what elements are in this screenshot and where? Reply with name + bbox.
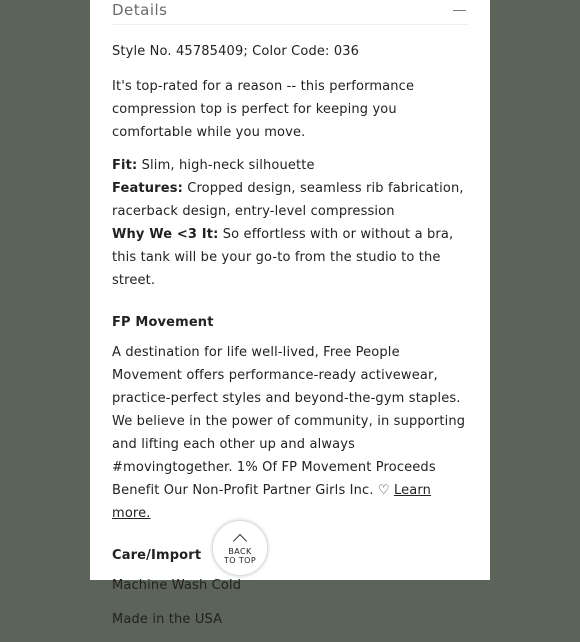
care-heading: Care/Import (112, 548, 202, 563)
brand-description-text: A destination for life well-lived, Free People Movement offers performance-ready activewear, practice-perfect styles and beyond-the-gym staples. We believe in the power of community, in supporting and lifting each other up and always #movingtogether. 1% Of FP Movement Proceeds Benefit Our Non-Profit Partner Girls Inc. ♡ (112, 345, 466, 498)
back-to-top-label-line2: TO TOP (223, 555, 257, 565)
details-accordion-header[interactable] (112, 0, 468, 25)
back-to-top-label-line1: BACK (228, 546, 252, 556)
why-we-love-attribute (112, 223, 472, 292)
brand-description (112, 341, 472, 525)
fit-label: Fit: (112, 158, 138, 173)
care-origin-line: Made in the USA (112, 612, 223, 627)
back-to-top-button[interactable] (213, 521, 267, 575)
product-description: It's top-rated for a reason -- this performance compression top is perfect for keeping you comfortable while you move. (112, 79, 415, 140)
fit-value: Slim, high-neck silhouette (137, 158, 315, 173)
details-title: Details (112, 1, 168, 19)
why-we-love-label: Why We <3 It: (112, 227, 219, 242)
product-details-panel (90, 0, 490, 627)
brand-heading: FP Movement (112, 315, 214, 330)
features-value: Cropped design, seamless rib fabrication, racerback design, entry-level compression (112, 181, 464, 219)
features-attribute (112, 177, 472, 223)
care-wash-line: Machine Wash Cold (112, 578, 242, 593)
fit-attribute (112, 154, 472, 177)
features-label: Features: (112, 181, 183, 196)
why-we-love-value: So effortless with or without a bra, this tank will be your go-to from the studio to the street. (112, 227, 454, 288)
chevron-up-icon (233, 533, 247, 547)
details-content (112, 40, 472, 642)
learn-more-link[interactable]: Learn more. (112, 483, 432, 521)
minus-icon[interactable] (453, 10, 466, 11)
style-number: Style No. 45785409; Color Code: 036 (112, 44, 360, 59)
